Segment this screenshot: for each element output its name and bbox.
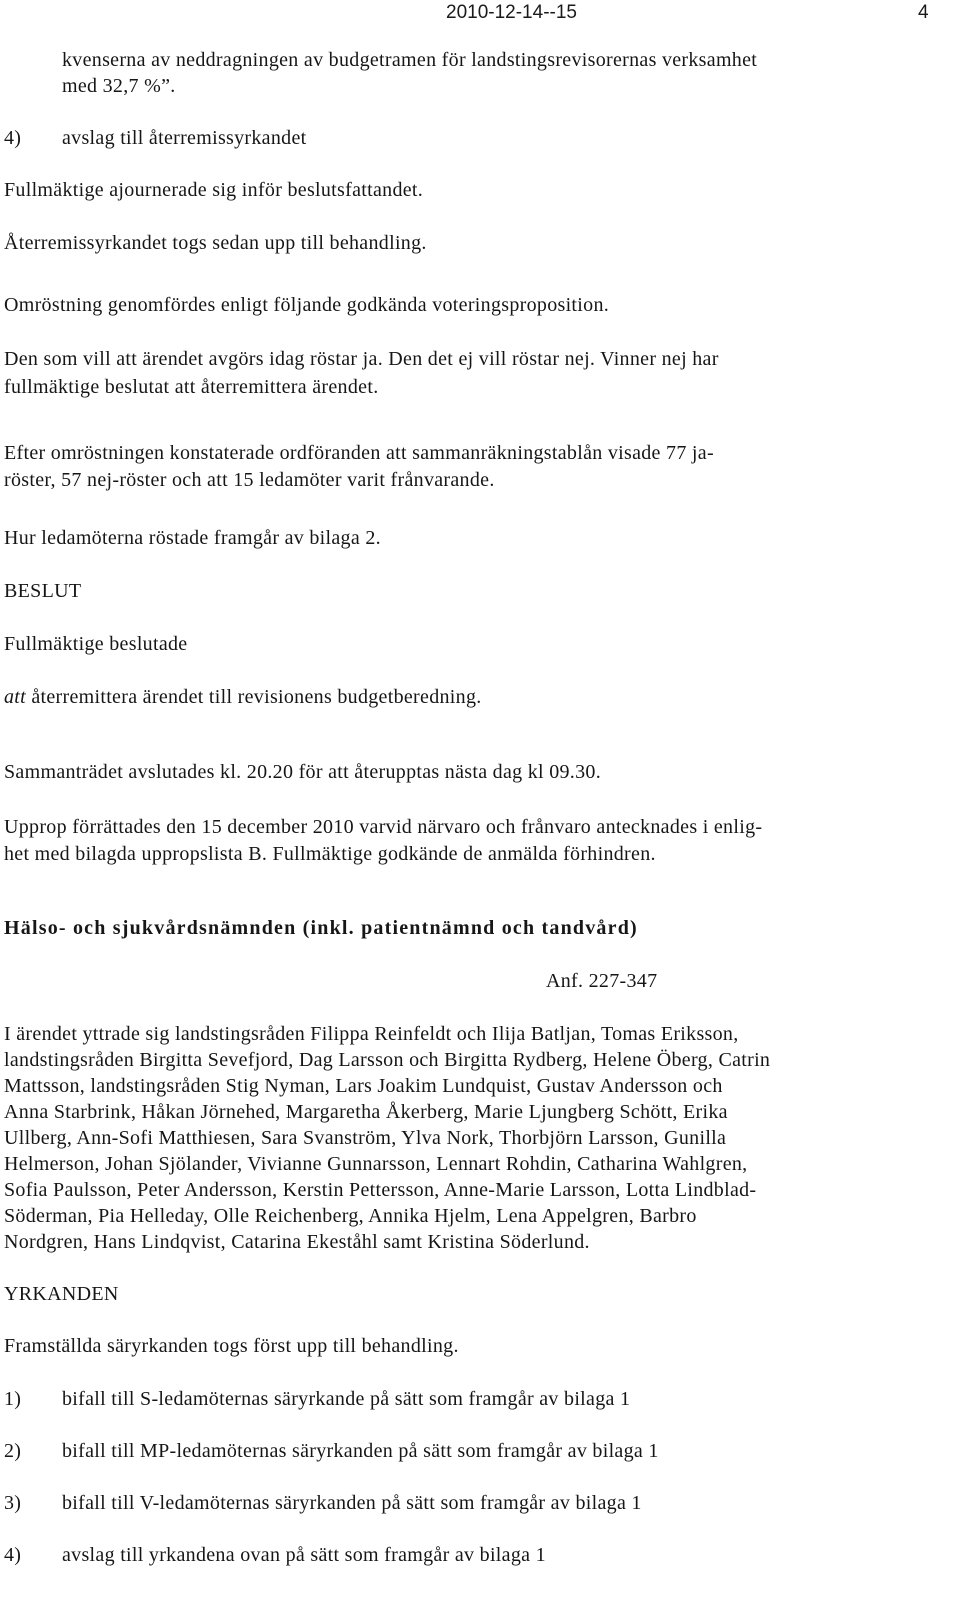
paragraph: Framställda säryrkanden togs först upp till behandling. [4, 1335, 459, 1357]
speakers-line: Helmerson, Johan Sjölander, Vivianne Gunnarsson, Lennart Rohdin, Catharina Wahlgren, [4, 1153, 748, 1175]
list-item-text: bifall till V-ledamöternas säryrkanden på sätt som framgår av bilaga 1 [62, 1492, 642, 1514]
page-number: 4 [918, 2, 929, 23]
paragraph-line: Efter omröstningen konstaterade ordföranden att sammanräkningstablån visade 77 ja- [4, 442, 714, 464]
list-item-number: 3) [4, 1492, 22, 1514]
continued-text-line: kvenserna av neddragningen av budgetramen för landstingsrevisorernas verksamhet [62, 49, 758, 71]
paragraph: Återremissyrkandet togs sedan upp till behandling. [4, 232, 427, 254]
list-item-text: bifall till MP-ledamöternas säryrkanden på sätt som framgår av bilaga 1 [62, 1440, 659, 1462]
speakers-line: Mattsson, landstingsråden Stig Nyman, Lars Joakim Lundquist, Gustav Andersson och [4, 1075, 723, 1097]
list-item-number: 1) [4, 1388, 22, 1410]
beslut-heading: BESLUT [4, 580, 82, 602]
list-item-text: bifall till S-ledamöternas säryrkande på sätt som framgår av bilaga 1 [62, 1388, 631, 1410]
section-title: Hälso- och sjukvårdsnämnden (inkl. patientnämnd och tandvård) [4, 917, 638, 939]
decision-text: återremittera ärendet till revisionens budgetberedning. [31, 686, 482, 708]
speakers-line: Ullberg, Ann-Sofi Matthiesen, Sara Svanström, Ylva Nork, Thorbjörn Larsson, Gunilla [4, 1127, 727, 1149]
speakers-line: Sofia Paulsson, Peter Andersson, Kerstin Pettersson, Anne-Marie Larsson, Lotta Lindblad- [4, 1179, 757, 1201]
list-item-text: avslag till återremissyrkandet [62, 127, 307, 149]
speakers-line: Anna Starbrink, Håkan Jörnehed, Margaretha Åkerberg, Marie Ljungberg Schött, Erika [4, 1101, 728, 1123]
paragraph: Omröstning genomfördes enligt följande godkända voteringsproposition. [4, 294, 610, 316]
paragraph-line: Den som vill att ärendet avgörs idag röstar ja. Den det ej vill röstar nej. Vinner nej har [4, 348, 719, 370]
speakers-line: I ärendet yttrade sig landstingsråden Filippa Reinfeldt och Ilija Batljan, Tomas Eriksson, [4, 1023, 739, 1045]
paragraph-line: fullmäktige beslutat att återremittera ärendet. [4, 376, 379, 398]
paragraph-line: Upprop förrättades den 15 december 2010 varvid närvaro och frånvaro antecknades i enlig- [4, 816, 763, 838]
continued-text-line: med 32,7 %”. [62, 75, 176, 97]
paragraph: Fullmäktige ajournerade sig inför beslutsfattandet. [4, 179, 424, 201]
paragraph-line: het med bilagda uppropslista B. Fullmäktige godkände de anmälda förhindren. [4, 843, 656, 865]
document-date: 2010-12-14--15 [446, 2, 577, 23]
speakers-line: Nordgren, Hans Lindqvist, Catarina Ekeståhl samt Kristina Söderlund. [4, 1231, 590, 1253]
paragraph: Fullmäktige beslutade [4, 633, 188, 655]
paragraph: Hur ledamöterna röstade framgår av bilaga 2. [4, 527, 381, 549]
paragraph: Sammanträdet avslutades kl. 20.20 för att återupptas nästa dag kl 09.30. [4, 761, 602, 783]
speakers-line: Söderman, Pia Helleday, Olle Reichenberg, Annika Hjelm, Lena Appelgren, Barbro [4, 1205, 697, 1227]
list-item-number: 4) [4, 127, 22, 149]
decision-line [4, 684, 482, 710]
yrkanden-heading: YRKANDEN [4, 1283, 119, 1305]
list-item-number: 2) [4, 1440, 22, 1462]
decision-att: att [4, 686, 27, 708]
reference: Anf. 227-347 [546, 970, 658, 992]
speakers-line: landstingsråden Birgitta Sevefjord, Dag Larsson och Birgitta Rydberg, Helene Öberg, Catrin [4, 1049, 771, 1071]
paragraph-line: röster, 57 nej-röster och att 15 ledamöter varit frånvarande. [4, 469, 495, 491]
list-item-text: avslag till yrkandena ovan på sätt som framgår av bilaga 1 [62, 1544, 546, 1566]
list-item-number: 4) [4, 1544, 22, 1566]
